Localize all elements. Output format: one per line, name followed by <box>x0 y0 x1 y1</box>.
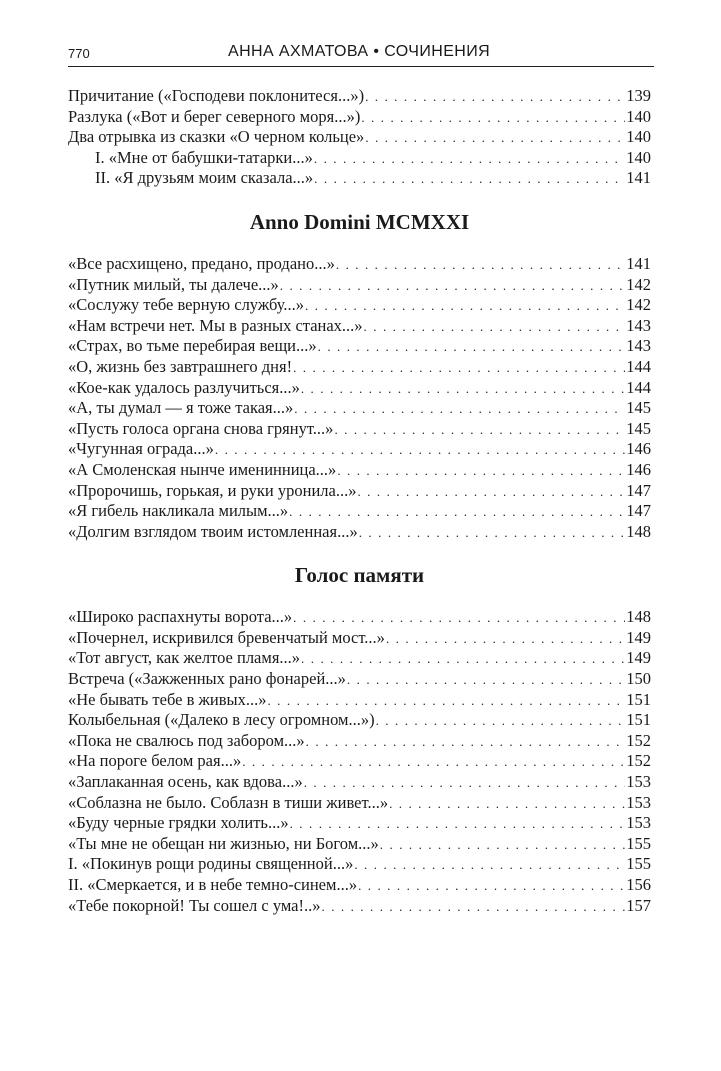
dot-leader <box>304 773 626 793</box>
toc-entry <box>68 751 651 772</box>
toc-entry-title: «Соблазна не было. Соблазн в тиши живет...» <box>68 792 389 812</box>
toc-entry-page: 148 <box>626 607 651 627</box>
section-spacer <box>68 189 651 207</box>
toc-entry-title: «Пророчишь, горькая, и руки уронила...» <box>68 480 357 500</box>
toc-entry-title: II. «Смеркается, и в небе темно-синем...» <box>68 875 358 894</box>
toc-entry <box>68 690 651 711</box>
toc-entry-title: «На пороге белом рая...» <box>68 751 242 771</box>
toc-entry <box>68 275 651 296</box>
toc-entry <box>68 127 651 148</box>
dot-leader <box>365 87 625 107</box>
page-number: 770 <box>68 46 90 61</box>
dot-leader <box>289 502 625 522</box>
toc-entry-page: 140 <box>626 147 651 167</box>
running-title: АННА АХМАТОВА • СОЧИНЕНИЯ <box>228 43 491 60</box>
toc-entry-title: «Кое-как удалось разлучиться...» <box>68 377 300 397</box>
toc-entry <box>68 107 651 128</box>
dot-leader <box>334 420 625 440</box>
toc-entry-title: Разлука («Вот и берег северного моря...») <box>68 106 361 126</box>
toc-entry-title: «Тебе покорной! Ты сошел с ума!..» <box>68 895 321 915</box>
toc-entry-page: 148 <box>626 521 651 541</box>
toc-entry-page: 143 <box>626 336 651 356</box>
toc-entry <box>68 378 651 399</box>
dot-leader <box>293 358 625 378</box>
toc-entry-title: «Страх, во тьме перебирая вещи...» <box>68 336 317 356</box>
dot-leader <box>337 461 625 481</box>
toc-entry-title: Колыбельная («Далеко в лесу огромном...») <box>68 710 375 730</box>
toc-entry-page: 157 <box>626 895 651 915</box>
page-header <box>68 40 654 67</box>
dot-leader <box>336 255 625 275</box>
toc-entry <box>68 522 651 543</box>
dot-leader <box>305 296 625 316</box>
dot-leader <box>318 337 626 357</box>
table-of-contents <box>68 86 651 916</box>
toc-entry-page: 151 <box>626 689 651 709</box>
toc-entry-page: 147 <box>626 501 651 521</box>
toc-entry-page: 152 <box>626 751 651 771</box>
dot-leader <box>357 482 625 502</box>
dot-leader <box>314 149 625 169</box>
toc-entry-page: 143 <box>626 315 651 335</box>
toc-entry-title: «Сослужу тебе верную службу...» <box>68 295 305 315</box>
toc-entry-page: 151 <box>626 710 651 730</box>
toc-entry-title: «А Смоленская нынче именинница...» <box>68 459 337 479</box>
dot-leader <box>267 691 625 711</box>
dot-leader <box>380 835 625 855</box>
toc-entry <box>68 772 651 793</box>
dot-leader <box>322 897 626 917</box>
toc-entry <box>68 148 651 169</box>
toc-entry-title: «Долгим взглядом твоим истомленная...» <box>68 521 358 541</box>
dot-leader <box>301 649 625 669</box>
toc-entry-title: «Не бывать тебе в живых...» <box>68 689 267 709</box>
dot-leader <box>306 732 626 752</box>
toc-entry-page: 142 <box>626 295 651 315</box>
toc-entry-title: Встреча («Зажженных рано фонарей...» <box>68 669 346 689</box>
dot-leader <box>293 608 625 628</box>
toc-entry <box>68 607 651 628</box>
toc-entry-title: «Пусть голоса органа снова грянут...» <box>68 418 334 438</box>
toc-entry <box>68 316 651 337</box>
dot-leader <box>364 317 626 337</box>
dot-leader <box>354 855 625 875</box>
toc-entry-title: II. «Я друзьям моим сказала...» <box>95 168 314 188</box>
dot-leader <box>358 876 625 896</box>
dot-leader <box>290 814 626 834</box>
dot-leader <box>386 629 625 649</box>
toc-entry-title: «Широко распахнуты ворота...» <box>68 607 293 627</box>
toc-entry-title: «Заплаканная осень, как вдова...» <box>68 772 303 792</box>
toc-entry <box>68 813 651 834</box>
toc-entry-title: «Нам встречи нет. Мы в разных станах...» <box>68 315 363 335</box>
toc-entry-page: 156 <box>626 875 651 894</box>
toc-entry-page: 145 <box>626 418 651 438</box>
dot-leader <box>280 276 625 296</box>
toc-entry-page: 153 <box>626 813 651 833</box>
dot-leader <box>215 440 625 460</box>
toc-entry-page: 153 <box>626 772 651 792</box>
toc-entry-title: «Я гибель накликала милым...» <box>68 501 289 521</box>
dot-leader <box>361 108 625 128</box>
toc-entry <box>68 669 651 690</box>
toc-entry <box>68 86 651 107</box>
section-spacer <box>68 542 651 560</box>
dot-leader <box>301 379 625 399</box>
toc-entry <box>68 254 651 275</box>
toc-entry-page: 146 <box>626 459 651 479</box>
toc-entry <box>68 501 651 522</box>
toc-entry-title: «О, жизнь без завтрашнего дня! <box>68 356 293 376</box>
toc-entry-title: Два отрывка из сказки «О черном кольце» <box>68 127 365 147</box>
toc-entry <box>68 439 651 460</box>
toc-entry-page: 139 <box>626 86 651 105</box>
toc-entry <box>68 168 651 189</box>
toc-entry-page: 142 <box>626 274 651 294</box>
toc-entry-title: «Пока не свалюсь под забором...» <box>68 730 305 750</box>
toc-entry <box>68 854 651 875</box>
toc-entry-page: 141 <box>626 168 651 188</box>
toc-entry-title: «Все расхищено, предано, продано...» <box>68 253 335 273</box>
toc-entry-title: «Буду черные грядки холить...» <box>68 813 289 833</box>
toc-entry <box>68 648 651 669</box>
toc-entry-title: «Почернел, искривился бревенчатый мост...» <box>68 627 385 647</box>
toc-entry-page: 140 <box>626 106 651 126</box>
section-spacer <box>68 237 651 254</box>
toc-entry-title: «Ты мне не обещан ни жизнью, ни Богом...» <box>68 833 379 853</box>
toc-entry <box>68 336 651 357</box>
toc-entry <box>68 710 651 731</box>
toc-entry-page: 149 <box>626 627 651 647</box>
dot-leader <box>365 128 625 148</box>
toc-entry-page: 149 <box>626 648 651 668</box>
dot-leader <box>294 399 625 419</box>
toc-entry <box>68 628 651 649</box>
toc-entry-page: 141 <box>626 253 651 273</box>
toc-entry-page: 146 <box>626 439 651 459</box>
toc-entry-page: 155 <box>626 854 651 874</box>
toc-entry-title: I. «Мне от бабушки-татарки...» <box>95 147 313 167</box>
dot-leader <box>376 711 626 731</box>
toc-entry-title: «Чугунная ограда...» <box>68 439 214 459</box>
toc-entry <box>68 398 651 419</box>
toc-entry-title: «Путник милый, ты далече...» <box>68 274 279 294</box>
toc-entry-page: 144 <box>626 356 651 376</box>
toc-entry-page: 144 <box>626 377 651 397</box>
toc-entry <box>68 793 651 814</box>
toc-entry-page: 152 <box>626 730 651 750</box>
toc-entry <box>68 481 651 502</box>
toc-entry-page: 150 <box>626 669 651 689</box>
toc-entry <box>68 731 651 752</box>
toc-entry-title: «Тот август, как желтое пламя...» <box>68 648 301 668</box>
toc-entry-page: 155 <box>626 833 651 853</box>
toc-entry-page: 145 <box>626 398 651 418</box>
toc-entry <box>68 357 651 378</box>
toc-entry-title: «А, ты думал — я тоже такая...» <box>68 398 294 418</box>
dot-leader <box>242 752 625 772</box>
dot-leader <box>347 670 625 690</box>
section-title: Anno Domini MCMXXI <box>249 209 470 234</box>
toc-entry <box>68 295 651 316</box>
toc-entry-page: 140 <box>626 127 651 147</box>
toc-entry <box>68 834 651 855</box>
toc-entry <box>68 419 651 440</box>
toc-entry-page: 153 <box>626 792 651 812</box>
toc-entry-title: I. «Покинув рощи родины священной...» <box>68 854 354 874</box>
toc-entry <box>68 875 651 896</box>
dot-leader <box>359 523 626 543</box>
section-title: Голос памяти <box>294 563 425 588</box>
dot-leader <box>389 794 625 814</box>
toc-entry-page: 147 <box>626 480 651 500</box>
section-spacer <box>68 590 651 607</box>
dot-leader <box>314 169 625 189</box>
toc-entry <box>68 460 651 481</box>
toc-entry <box>68 896 651 917</box>
toc-entry-title: Причитание («Господеви поклонитеся...») <box>68 86 365 105</box>
